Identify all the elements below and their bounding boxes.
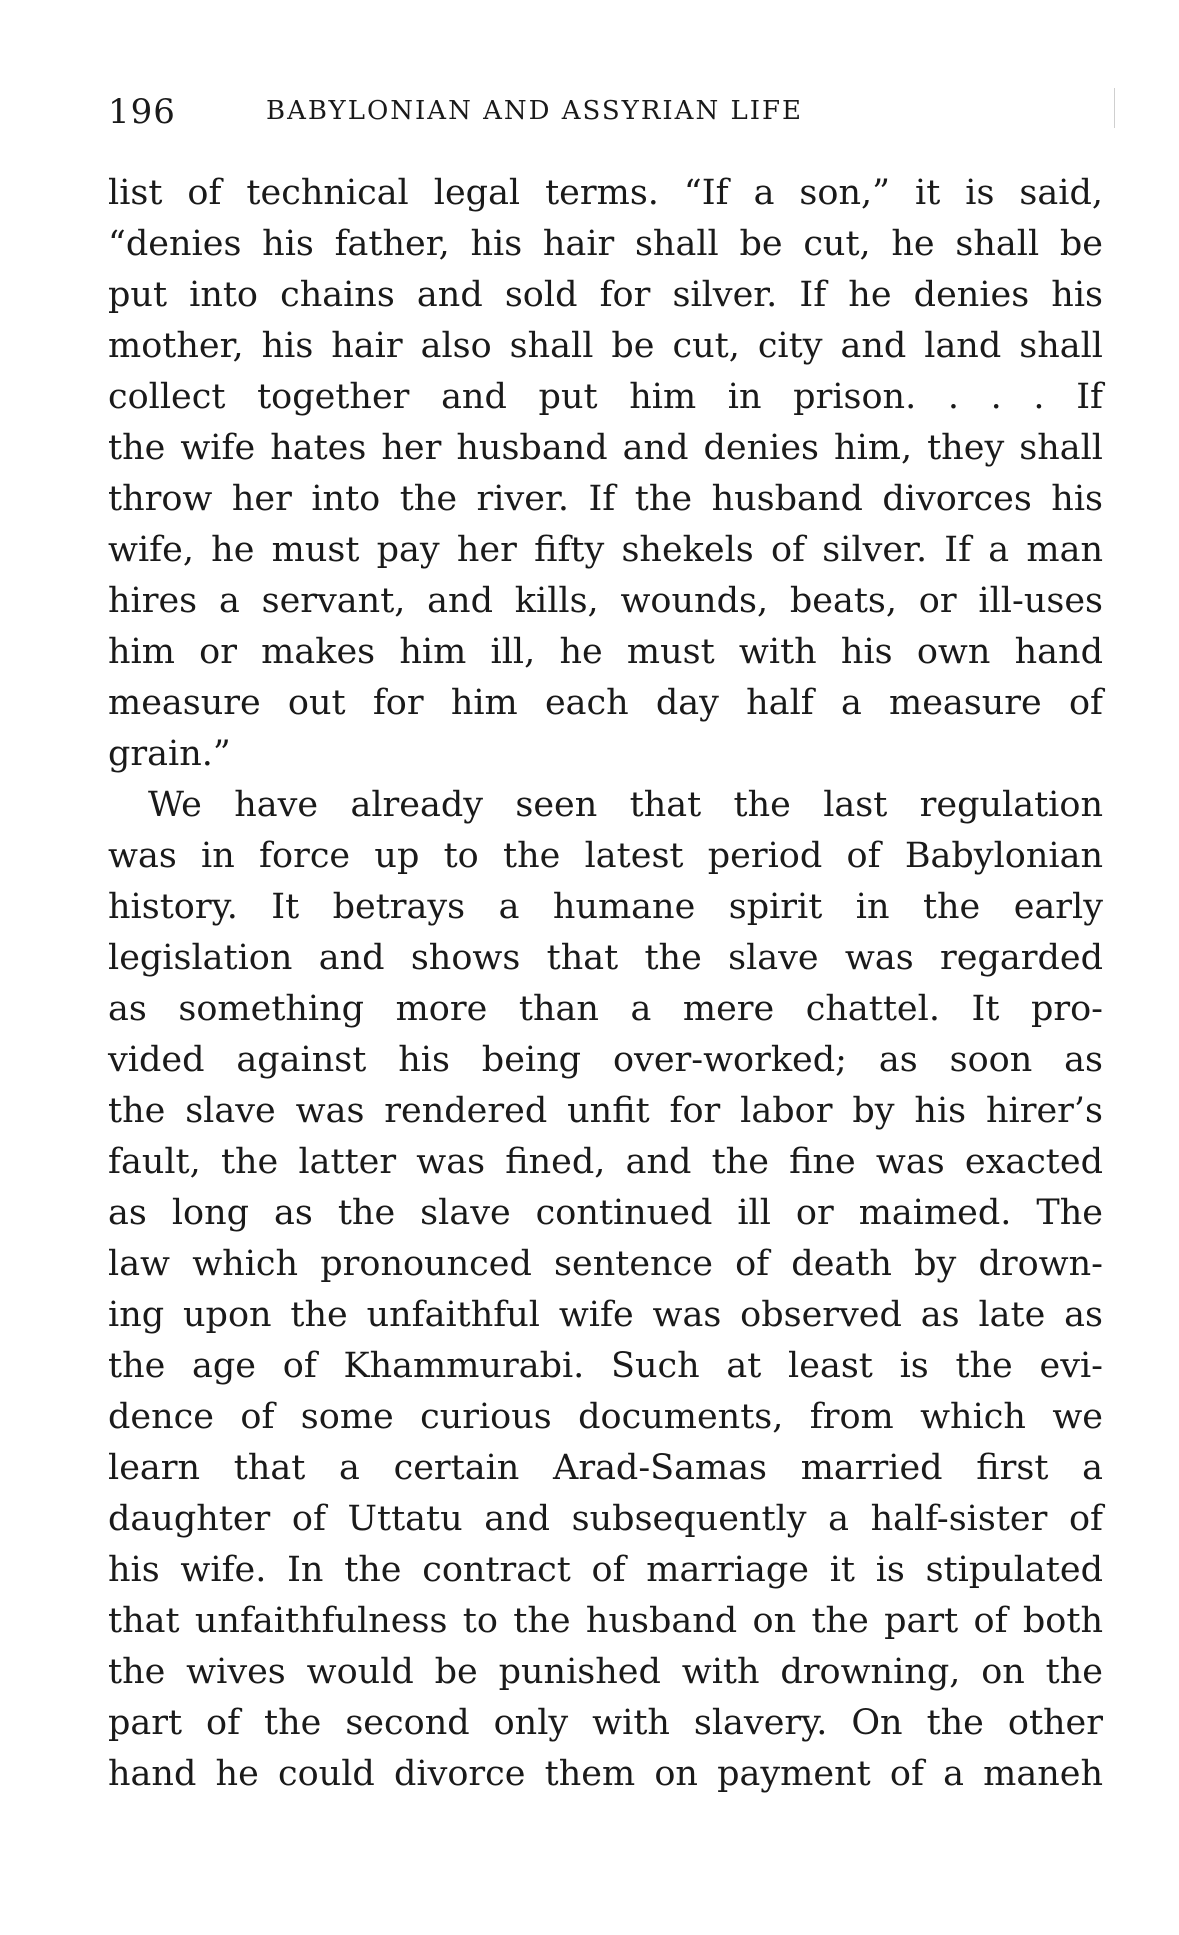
- text-line: list of technical legal terms. “If a son,” it is said,: [108, 173, 1103, 213]
- text-line: learn that a certain Arad-Samas married first a: [108, 1448, 1103, 1488]
- text-line: throw her into the river. If the husband divorces his: [108, 479, 1103, 519]
- text-line: legislation and shows that the slave was regarded: [108, 938, 1103, 978]
- text-line: part of the second only with slavery. On the other: [108, 1703, 1103, 1743]
- page-number: 196: [108, 92, 176, 132]
- running-title: BABYLONIAN AND ASSYRIAN LIFE: [266, 96, 804, 126]
- text-line: hires a servant, and kills, wounds, beats, or ill-uses: [108, 581, 1103, 621]
- text-line: fault, the latter was fined, and the fine was exacted: [108, 1142, 1103, 1182]
- text-line: that unfaithfulness to the husband on the part of both: [108, 1601, 1103, 1641]
- text-line: measure out for him each day half a measure of: [108, 683, 1103, 723]
- text-line: ing upon the unfaithful wife was observed as late as: [108, 1295, 1103, 1335]
- text-line: law which pronounced sentence of death by drown-: [108, 1244, 1103, 1284]
- margin-mark: [1114, 88, 1115, 128]
- text-line: daughter of Uttatu and subsequently a half-sister of: [108, 1499, 1103, 1539]
- text-line: his wife. In the contract of marriage it is stipulated: [108, 1550, 1103, 1590]
- text-line: the wives would be punished with drowning, on the: [108, 1652, 1103, 1692]
- text-line: as something more than a mere chattel. It pro-: [108, 989, 1103, 1029]
- text-line: the age of Khammurabi. Such at least is the evi-: [108, 1346, 1103, 1386]
- text-line: put into chains and sold for silver. If he denies his: [108, 275, 1103, 315]
- text-line: vided against his being over-worked; as soon as: [108, 1040, 1103, 1080]
- paragraph-start-line: We have already seen that the last regulation: [148, 785, 1103, 825]
- text-line: was in force up to the latest period of Babylonian: [108, 836, 1103, 876]
- text-line: him or makes him ill, he must with his own hand: [108, 632, 1103, 672]
- text-line: the slave was rendered unfit for labor by his hirer’s: [108, 1091, 1103, 1131]
- text-line: the wife hates her husband and denies him, they shall: [108, 428, 1103, 468]
- text-line: grain.”: [108, 734, 231, 774]
- text-line: “denies his father, his hair shall be cut, he shall be: [108, 224, 1103, 264]
- text-line: mother, his hair also shall be cut, city and land shall: [108, 326, 1103, 366]
- text-line: collect together and put him in prison. . . . If: [108, 377, 1103, 417]
- running-head: [108, 92, 1103, 132]
- text-line: wife, he must pay her fifty shekels of silver. If a man: [108, 530, 1103, 570]
- text-line: history. It betrays a humane spirit in the early: [108, 887, 1103, 927]
- body-text: [108, 168, 1103, 1800]
- text-line: as long as the slave continued ill or maimed. The: [108, 1193, 1103, 1233]
- text-line: hand he could divorce them on payment of a maneh: [108, 1754, 1103, 1794]
- text-line: dence of some curious documents, from which we: [108, 1397, 1103, 1437]
